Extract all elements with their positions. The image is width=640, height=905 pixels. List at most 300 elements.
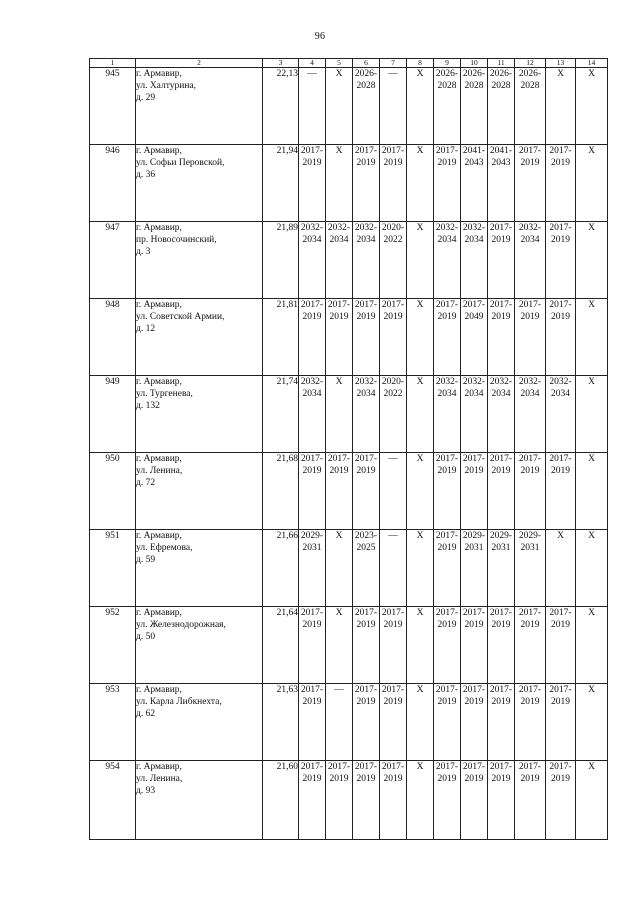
period-cell bbox=[515, 222, 546, 299]
period-text: 2017- bbox=[327, 762, 351, 772]
period-text: 2041- bbox=[489, 146, 513, 156]
period-text: 2019 bbox=[329, 466, 349, 476]
period-text: 2017- bbox=[549, 223, 572, 233]
period-cell bbox=[326, 68, 353, 145]
period-text: 2022 bbox=[383, 235, 403, 245]
column-number: 5 bbox=[326, 59, 353, 68]
address-line: д. 3 bbox=[136, 247, 151, 257]
period-text: 2026- bbox=[518, 69, 542, 79]
period-cell bbox=[326, 145, 353, 222]
period-text: X bbox=[588, 300, 595, 310]
period-cell bbox=[488, 453, 515, 530]
period-text: X bbox=[588, 146, 595, 156]
table-row bbox=[90, 222, 608, 299]
period-text: 2017- bbox=[435, 146, 459, 156]
period-cell bbox=[576, 299, 608, 376]
housing-schedule-table bbox=[89, 58, 608, 840]
address-line: г. Армавир, bbox=[136, 454, 182, 464]
column-number: 6 bbox=[353, 59, 380, 68]
address-line: пр. Новосочинский, bbox=[136, 235, 217, 245]
period-cell bbox=[299, 453, 326, 530]
row-number: 952 bbox=[90, 607, 136, 684]
table-row bbox=[90, 453, 608, 530]
period-text: X bbox=[335, 69, 343, 79]
period-text: 2017- bbox=[549, 685, 572, 695]
period-text: 2017- bbox=[489, 454, 513, 464]
period-text: X bbox=[416, 454, 424, 464]
period-text: 2034 bbox=[464, 235, 484, 245]
column-number: 1 bbox=[90, 59, 136, 68]
period-text: 2028 bbox=[356, 81, 376, 91]
period-cell bbox=[515, 299, 546, 376]
row-number: 951 bbox=[90, 530, 136, 607]
period-text: 2017- bbox=[300, 685, 324, 695]
period-text: 2019 bbox=[491, 312, 511, 322]
period-cell bbox=[546, 376, 576, 453]
period-text: 2032- bbox=[327, 223, 351, 233]
period-text: 2026- bbox=[435, 69, 459, 79]
period-cell bbox=[576, 607, 608, 684]
period-text: 2028 bbox=[520, 81, 540, 91]
period-cell bbox=[380, 376, 407, 453]
address-line: ул. Ленина, bbox=[136, 774, 183, 784]
period-cell bbox=[515, 607, 546, 684]
period-text: 2023- bbox=[354, 531, 378, 541]
period-text: 2019 bbox=[437, 158, 457, 168]
period-cell bbox=[434, 299, 461, 376]
period-cell bbox=[326, 376, 353, 453]
period-cell bbox=[461, 761, 488, 840]
period-text: 2032- bbox=[549, 377, 572, 387]
period-text: 2019 bbox=[520, 620, 540, 630]
period-cell bbox=[380, 761, 407, 840]
period-text: 2019 bbox=[491, 235, 511, 245]
period-text: 2017- bbox=[518, 762, 542, 772]
column-number: 14 bbox=[576, 59, 608, 68]
period-cell bbox=[353, 530, 380, 607]
period-cell bbox=[353, 222, 380, 299]
address-line: г. Армавир, bbox=[136, 69, 182, 79]
period-text: X bbox=[588, 531, 595, 541]
table-row bbox=[90, 299, 608, 376]
period-text: 2034 bbox=[551, 389, 570, 399]
period-cell bbox=[380, 68, 407, 145]
period-text: 2017- bbox=[435, 454, 459, 464]
period-cell bbox=[515, 145, 546, 222]
address-line: д. 93 bbox=[136, 786, 156, 796]
address-line: д. 36 bbox=[136, 170, 156, 180]
period-text: 2017- bbox=[489, 685, 513, 695]
period-cell bbox=[326, 299, 353, 376]
address-cell bbox=[136, 376, 263, 453]
period-cell bbox=[488, 299, 515, 376]
address-cell bbox=[136, 68, 263, 145]
period-cell bbox=[353, 145, 380, 222]
period-cell bbox=[434, 684, 461, 761]
period-text: 2031 bbox=[302, 543, 322, 553]
period-cell bbox=[407, 376, 434, 453]
address-cell bbox=[136, 607, 263, 684]
table-row bbox=[90, 145, 608, 222]
period-text: 2020- bbox=[381, 377, 405, 387]
address-line: г. Армавир, bbox=[136, 377, 182, 387]
period-text: 2034 bbox=[491, 389, 511, 399]
row-number: 945 bbox=[90, 68, 136, 145]
period-text: 2019 bbox=[356, 697, 376, 707]
period-cell bbox=[546, 761, 576, 840]
period-cell bbox=[488, 376, 515, 453]
period-cell bbox=[434, 222, 461, 299]
row-number: 954 bbox=[90, 761, 136, 840]
period-text: 2017- bbox=[462, 685, 486, 695]
period-text: X bbox=[588, 762, 595, 772]
period-text: 2019 bbox=[520, 466, 540, 476]
period-cell bbox=[576, 68, 608, 145]
period-cell bbox=[515, 530, 546, 607]
period-cell bbox=[488, 761, 515, 840]
period-cell bbox=[515, 68, 546, 145]
period-text: 2019 bbox=[383, 774, 403, 784]
period-cell bbox=[515, 453, 546, 530]
period-text: 2017- bbox=[462, 762, 486, 772]
period-text: 2019 bbox=[437, 466, 457, 476]
period-text: 2017- bbox=[462, 454, 486, 464]
period-cell bbox=[488, 68, 515, 145]
period-text: 2043 bbox=[464, 158, 484, 168]
period-cell bbox=[488, 145, 515, 222]
address-line: г. Армавир, bbox=[136, 300, 182, 310]
table-body bbox=[90, 68, 608, 840]
period-text: 2034 bbox=[437, 389, 457, 399]
period-text: 2019 bbox=[437, 312, 457, 322]
row-number: 953 bbox=[90, 684, 136, 761]
period-cell bbox=[299, 530, 326, 607]
period-cell bbox=[326, 684, 353, 761]
period-cell bbox=[380, 530, 407, 607]
period-text: 2019 bbox=[520, 312, 540, 322]
period-cell bbox=[461, 145, 488, 222]
period-cell bbox=[488, 684, 515, 761]
period-cell bbox=[461, 222, 488, 299]
period-text: 2031 bbox=[520, 543, 540, 553]
period-text: 2017- bbox=[300, 300, 324, 310]
period-text: 2026- bbox=[462, 69, 486, 79]
address-cell bbox=[136, 145, 263, 222]
period-text: 2019 bbox=[437, 543, 457, 553]
address-line: д. 12 bbox=[136, 324, 156, 334]
period-cell bbox=[576, 453, 608, 530]
period-text: 2017- bbox=[489, 300, 513, 310]
period-text: 2017- bbox=[549, 608, 572, 618]
period-cell bbox=[299, 376, 326, 453]
row-number: 946 bbox=[90, 145, 136, 222]
period-cell bbox=[461, 453, 488, 530]
period-text: 2041- bbox=[462, 146, 486, 156]
period-text: X bbox=[416, 69, 424, 79]
period-text: 2017- bbox=[435, 608, 459, 618]
period-text: 2019 bbox=[464, 620, 484, 630]
row-number: 949 bbox=[90, 376, 136, 453]
period-text: 2032- bbox=[489, 377, 513, 387]
period-text: 2019 bbox=[302, 620, 322, 630]
address-line: д. 29 bbox=[136, 93, 156, 103]
period-text: 2017- bbox=[300, 146, 324, 156]
address-line: д. 132 bbox=[136, 401, 160, 411]
period-cell bbox=[407, 453, 434, 530]
period-text: — bbox=[388, 454, 398, 464]
area-cell: 21,64 bbox=[263, 607, 299, 684]
address-line: ул. Ефремова, bbox=[136, 543, 193, 553]
column-number: 9 bbox=[434, 59, 461, 68]
period-cell bbox=[407, 761, 434, 840]
period-text: 2017- bbox=[354, 146, 378, 156]
period-text: 2017- bbox=[489, 608, 513, 618]
period-text: 2017- bbox=[354, 762, 378, 772]
period-text: 2017- bbox=[300, 454, 324, 464]
period-text: 2017- bbox=[354, 685, 378, 695]
period-text: 2017- bbox=[489, 223, 513, 233]
period-text: 2017- bbox=[435, 762, 459, 772]
column-number: 12 bbox=[515, 59, 546, 68]
period-text: 2049 bbox=[464, 312, 484, 322]
period-text: 2017- bbox=[518, 300, 542, 310]
period-cell bbox=[546, 607, 576, 684]
period-text: 2043 bbox=[491, 158, 511, 168]
period-text: X bbox=[335, 377, 343, 387]
period-cell bbox=[461, 607, 488, 684]
period-text: 2034 bbox=[302, 389, 322, 399]
period-cell bbox=[434, 530, 461, 607]
period-text: 2032- bbox=[354, 223, 378, 233]
period-text: 2029- bbox=[518, 531, 542, 541]
address-line: ул. Карла Либкнехта, bbox=[136, 697, 222, 707]
address-line: д. 59 bbox=[136, 555, 156, 565]
column-number: 3 bbox=[263, 59, 299, 68]
row-number: 948 bbox=[90, 299, 136, 376]
period-cell bbox=[434, 376, 461, 453]
period-cell bbox=[353, 684, 380, 761]
period-text: 2017- bbox=[549, 300, 572, 310]
period-text: 2019 bbox=[302, 466, 322, 476]
period-cell bbox=[353, 761, 380, 840]
period-cell bbox=[380, 299, 407, 376]
period-text: 2034 bbox=[356, 389, 376, 399]
period-cell bbox=[434, 761, 461, 840]
period-text: 2017- bbox=[354, 454, 378, 464]
period-cell bbox=[576, 761, 608, 840]
period-text: 2032- bbox=[462, 223, 486, 233]
period-text: X bbox=[416, 223, 424, 233]
period-text: 2017- bbox=[381, 146, 405, 156]
period-text: 2028 bbox=[437, 81, 457, 91]
period-text: 2017- bbox=[549, 146, 572, 156]
period-text: 2026- bbox=[354, 69, 378, 79]
period-cell bbox=[488, 607, 515, 684]
address-line: д. 62 bbox=[136, 709, 156, 719]
period-text: 2032- bbox=[300, 377, 324, 387]
period-text: 2032- bbox=[354, 377, 378, 387]
area-cell: 22,13 bbox=[263, 68, 299, 145]
period-text: 2017- bbox=[327, 454, 351, 464]
period-cell bbox=[407, 607, 434, 684]
address-cell bbox=[136, 299, 263, 376]
period-text: 2017- bbox=[327, 300, 351, 310]
period-cell bbox=[546, 453, 576, 530]
area-cell: 21,74 bbox=[263, 376, 299, 453]
period-text: 2025 bbox=[356, 543, 376, 553]
address-cell bbox=[136, 684, 263, 761]
period-text: X bbox=[588, 685, 595, 695]
period-text: 2017- bbox=[489, 762, 513, 772]
period-cell bbox=[299, 299, 326, 376]
table-row bbox=[90, 530, 608, 607]
period-text: X bbox=[588, 223, 595, 233]
column-number: 2 bbox=[136, 59, 263, 68]
address-line: ул. Софьи Перовской, bbox=[136, 158, 225, 168]
period-text: 2019 bbox=[437, 620, 457, 630]
period-text: 2017- bbox=[300, 608, 324, 618]
address-line: д. 72 bbox=[136, 478, 156, 488]
period-text: 2034 bbox=[437, 235, 457, 245]
period-text: 2019 bbox=[520, 697, 540, 707]
period-cell bbox=[326, 530, 353, 607]
period-cell bbox=[461, 684, 488, 761]
period-text: 2019 bbox=[520, 158, 540, 168]
column-number: 10 bbox=[461, 59, 488, 68]
period-text: X bbox=[557, 69, 564, 79]
period-text: 2029- bbox=[489, 531, 513, 541]
period-cell bbox=[546, 299, 576, 376]
period-text: 2017- bbox=[435, 531, 459, 541]
period-cell bbox=[380, 453, 407, 530]
period-text: 2019 bbox=[383, 158, 403, 168]
period-text: 2017- bbox=[518, 608, 542, 618]
period-cell bbox=[407, 222, 434, 299]
period-text: X bbox=[416, 146, 424, 156]
period-text: — bbox=[307, 69, 317, 79]
period-text: X bbox=[588, 454, 595, 464]
address-line: г. Армавир, bbox=[136, 146, 182, 156]
period-cell bbox=[299, 761, 326, 840]
period-cell bbox=[546, 222, 576, 299]
area-cell: 21,66 bbox=[263, 530, 299, 607]
period-cell bbox=[576, 684, 608, 761]
period-text: 2017- bbox=[381, 762, 405, 772]
period-text: 2019 bbox=[356, 620, 376, 630]
period-text: 2019 bbox=[383, 312, 403, 322]
period-cell bbox=[546, 68, 576, 145]
column-number-row bbox=[90, 59, 608, 68]
period-cell bbox=[434, 68, 461, 145]
area-cell: 21,89 bbox=[263, 222, 299, 299]
row-number: 947 bbox=[90, 222, 136, 299]
period-text: 2017- bbox=[462, 608, 486, 618]
period-cell bbox=[488, 222, 515, 299]
table-row bbox=[90, 376, 608, 453]
period-text: 2017- bbox=[518, 146, 542, 156]
period-cell bbox=[353, 68, 380, 145]
period-text: 2019 bbox=[356, 312, 376, 322]
period-text: 2019 bbox=[464, 697, 484, 707]
period-cell bbox=[299, 607, 326, 684]
period-text: 2019 bbox=[551, 312, 570, 322]
period-cell bbox=[461, 299, 488, 376]
period-cell bbox=[326, 607, 353, 684]
period-text: 2032- bbox=[435, 377, 459, 387]
period-cell bbox=[576, 145, 608, 222]
period-text: 2017- bbox=[518, 454, 542, 464]
period-cell bbox=[546, 684, 576, 761]
period-cell bbox=[461, 530, 488, 607]
address-line: д. 50 bbox=[136, 632, 156, 642]
period-cell bbox=[380, 145, 407, 222]
period-cell bbox=[299, 68, 326, 145]
period-text: 2019 bbox=[383, 697, 403, 707]
period-text: 2019 bbox=[464, 774, 484, 784]
period-cell bbox=[515, 761, 546, 840]
period-text: X bbox=[588, 608, 595, 618]
period-cell bbox=[326, 453, 353, 530]
period-text: 2034 bbox=[302, 235, 322, 245]
period-text: 2019 bbox=[302, 774, 322, 784]
period-text: 2019 bbox=[551, 235, 570, 245]
period-cell bbox=[326, 761, 353, 840]
address-cell bbox=[136, 453, 263, 530]
period-cell bbox=[461, 376, 488, 453]
area-cell: 21,60 bbox=[263, 761, 299, 840]
period-text: 2019 bbox=[356, 774, 376, 784]
period-text: 2029- bbox=[462, 531, 486, 541]
period-text: 2032- bbox=[518, 377, 542, 387]
table-row bbox=[90, 684, 608, 761]
period-text: — bbox=[388, 531, 398, 541]
period-cell bbox=[353, 299, 380, 376]
period-text: 2019 bbox=[302, 158, 322, 168]
period-text: 2026- bbox=[489, 69, 513, 79]
page-number: 96 bbox=[314, 31, 326, 42]
period-text: 2019 bbox=[551, 620, 570, 630]
period-text: 2017- bbox=[518, 685, 542, 695]
period-text: 2031 bbox=[491, 543, 511, 553]
period-text: 2019 bbox=[551, 466, 570, 476]
period-text: 2028 bbox=[491, 81, 511, 91]
period-text: X bbox=[416, 608, 424, 618]
period-text: 2017- bbox=[300, 762, 324, 772]
period-text: 2031 bbox=[464, 543, 484, 553]
period-cell bbox=[434, 145, 461, 222]
period-text: 2019 bbox=[329, 312, 349, 322]
period-text: 2034 bbox=[329, 235, 349, 245]
area-cell: 21,68 bbox=[263, 453, 299, 530]
period-text: X bbox=[416, 685, 424, 695]
table-row bbox=[90, 68, 608, 145]
period-text: 2019 bbox=[491, 620, 511, 630]
period-text: 2017- bbox=[354, 608, 378, 618]
area-cell: 21,94 bbox=[263, 145, 299, 222]
period-text: 2019 bbox=[329, 774, 349, 784]
period-text: X bbox=[416, 377, 424, 387]
period-text: 2019 bbox=[437, 697, 457, 707]
period-cell bbox=[434, 607, 461, 684]
address-line: ул. Железнодорожная, bbox=[136, 620, 226, 630]
period-text: 2029- bbox=[300, 531, 324, 541]
column-number: 8 bbox=[407, 59, 434, 68]
period-text: 2019 bbox=[437, 774, 457, 784]
period-text: 2032- bbox=[435, 223, 459, 233]
period-text: 2017- bbox=[381, 685, 405, 695]
address-line: г. Армавир, bbox=[136, 685, 182, 695]
period-cell bbox=[353, 376, 380, 453]
